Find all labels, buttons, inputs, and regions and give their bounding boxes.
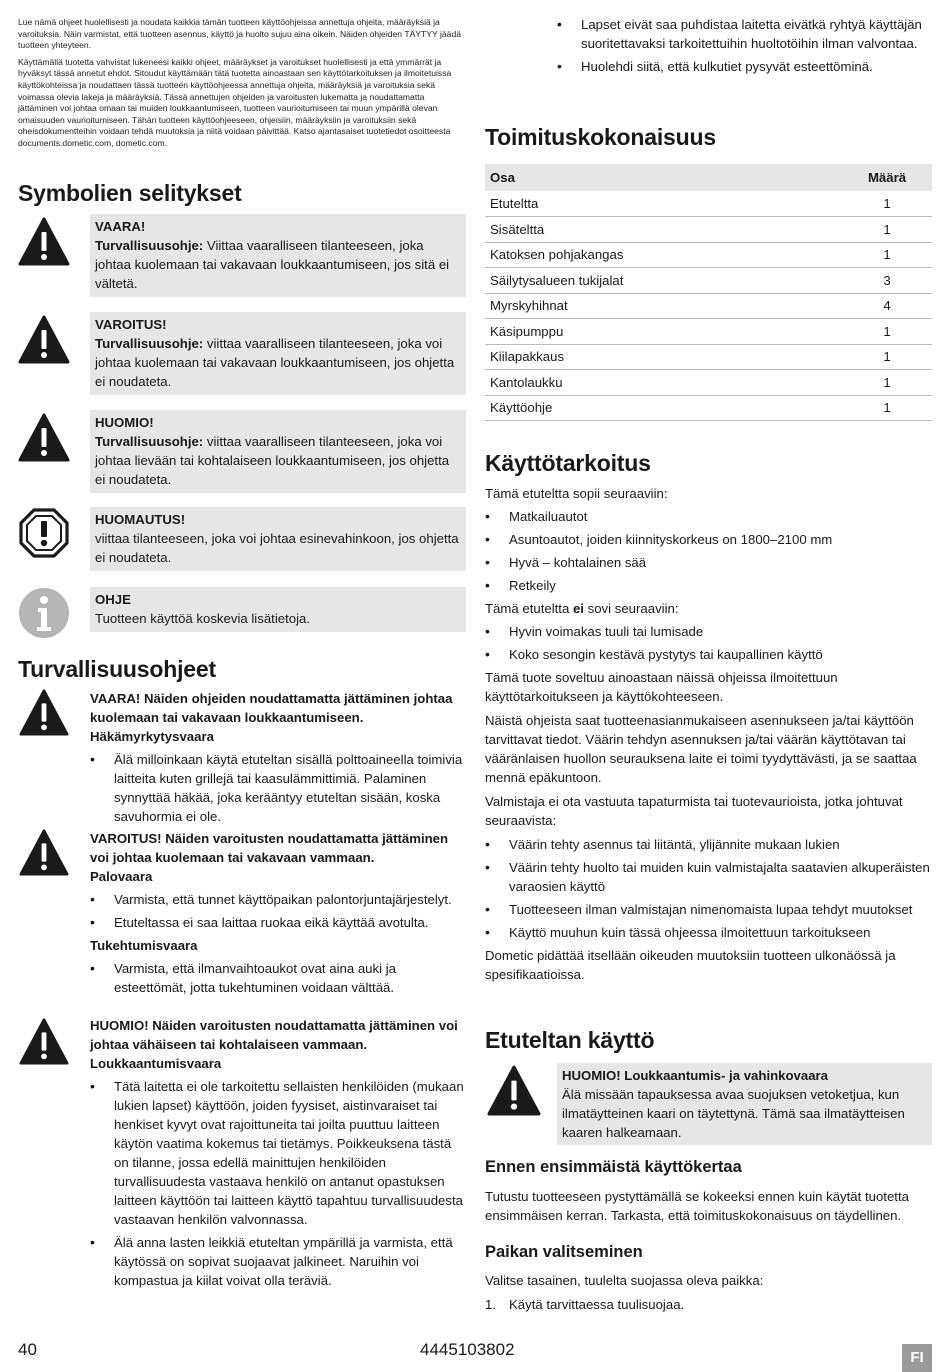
- cell-qty: 1: [842, 191, 932, 217]
- safety-block-warning: [18, 829, 466, 1001]
- danger-triangle-icon: [18, 689, 70, 737]
- language-badge: FI: [902, 1344, 932, 1372]
- purpose-paragraph-4: Dometic pidättää itsellään oikeuden muutoksiin tuotteen ulkonäössä ja spesifikaatioissa.: [485, 948, 896, 982]
- place-heading: Paikan valitseminen: [485, 1243, 643, 1261]
- list-item: • Etuteltassa ei saa laittaa ruokaa eikä käyttää avotulta.: [90, 913, 466, 932]
- table-row: [485, 293, 932, 319]
- list-item: • Koko sesongin kestävä pystytys tai kaupallinen käyttö: [485, 645, 932, 664]
- safety-heading: Turvallisuusohjeet: [18, 656, 216, 682]
- list-item: • Hyvä – kohtalainen sää: [485, 553, 932, 572]
- info-icon: [18, 587, 70, 639]
- symbol-huomautus-box: [90, 507, 466, 571]
- cell-part: Käyttöohje: [485, 395, 842, 421]
- caution-triangle-icon: [18, 1018, 70, 1066]
- cell-part: Etuteltta: [485, 191, 842, 217]
- usage-warning-text: Älä missään tapauksessa avaa suojuksen vetoketjua, kun ilmatäytteinen kaari on täytettynä. Tämä saa ilmatäytteisen kaaren halkeamaan.: [562, 1087, 905, 1140]
- list-item: • Väärin tehty asennus tai liitäntä, ylijännite mukaan lukien: [485, 835, 932, 854]
- purpose-not-suited-intro: [485, 599, 932, 618]
- purpose-paragraph-1: Tämä tuote soveltuu ainoastaan näissä ohjeissa ilmoitettuun käyttötarkoitukseen ja käyttökohteeseen.: [485, 670, 838, 704]
- purpose-heading: Käyttötarkoitus: [485, 450, 651, 476]
- list-item: • Asuntoautot, joiden kiinnityskorkeus on 1800–2100 mm: [485, 530, 932, 549]
- table-row: [485, 344, 932, 370]
- cell-qty: 1: [842, 395, 932, 421]
- delivery-heading: Toimituskokonaisuus: [485, 124, 716, 150]
- symbols-heading: Symbolien selitykset: [18, 180, 242, 206]
- usage-heading: Etuteltan käyttö: [485, 1027, 655, 1053]
- symbol-vaara-lead: Turvallisuusohje:: [95, 238, 204, 253]
- step-number: 1.: [485, 1297, 496, 1312]
- first-use-text: Tutustu tuotteeseen pystyttämällä se kokeeksi ennen kuin käytät tuotetta ensimmäisen kerran. Tarkasta, että toimituskokonaisuus on täydellinen.: [485, 1189, 909, 1223]
- text-segment: sovi seuraaviin:: [583, 601, 679, 616]
- list-item: • Älä milloinkaan käytä etuteltan sisällä polttoaineella toimivia laitteita kuten grillejä tai kaasulämmittimiä. Palaminen synnyttää häkää, joka kerääntyy etuteltan sisään, koska savuhormia ei ole.: [90, 750, 466, 826]
- safety-block-danger: [18, 689, 466, 830]
- caution-triangle-icon: [485, 1065, 543, 1117]
- symbol-huomio-title: HUOMIO!: [95, 415, 154, 430]
- caution-triangle-icon: [18, 412, 70, 464]
- cell-part: Katoksen pohjakangas: [485, 242, 842, 268]
- symbol-varoitus-lead: Turvallisuusohje:: [95, 336, 204, 351]
- safety-danger-sub: Häkämyrkytysvaara: [90, 729, 214, 744]
- cell-qty: 3: [842, 268, 932, 294]
- symbol-ohje-box: [90, 587, 466, 632]
- symbol-varoitus-box: [90, 312, 466, 395]
- symbol-vaara-text: Viittaa vaaralliseen tilanteeseen, joka johtaa kuolemaan tai vakavaan loukkaantumiseen, jos sitä ei vältetä.: [95, 238, 450, 291]
- document-number: 4445103802: [420, 1340, 515, 1359]
- symbol-vaara-box: [90, 214, 466, 297]
- cell-qty: 1: [842, 344, 932, 370]
- table-row: [485, 319, 932, 345]
- cell-qty: 1: [842, 242, 932, 268]
- table-row: [485, 217, 932, 243]
- danger-triangle-icon: [18, 216, 70, 268]
- cell-part: Sisäteltta: [485, 217, 842, 243]
- usage-warning-title: HUOMIO! Loukkaantumis- ja vahinkovaara: [562, 1068, 829, 1083]
- cell-qty: 4: [842, 293, 932, 319]
- first-use-heading: Ennen ensimmäistä käyttökertaa: [485, 1158, 742, 1176]
- usage-warning-box: [557, 1063, 932, 1145]
- usage-warning: [485, 1063, 932, 1145]
- warning-triangle-icon: [18, 314, 70, 366]
- list-item: • Matkailuautot: [485, 507, 932, 526]
- table-row: [485, 191, 932, 217]
- purpose-section: [485, 484, 932, 984]
- safety-warning-header: VAROITUS! Näiden varoitusten noudattamatta jättäminen voi johtaa kuolemaan tai vakavaan vammaan.: [90, 831, 449, 865]
- list-item: • Älä anna lasten leikkiä etuteltan ympärillä ja varmista, että käytössä on sopivat suojaavat jalkineet. Naruihin voi kompastua ja kiilat voivat olla teräviä.: [90, 1233, 466, 1290]
- cell-part: Kantolaukku: [485, 370, 842, 396]
- list-item: • Käyttö muuhun kuin tässä ohjeessa ilmoitettuun tarkoitukseen: [485, 923, 932, 942]
- warning-triangle-icon: [18, 829, 70, 877]
- purpose-paragraph-2: Näistä ohjeista saat tuotteenasianmukaiseen asennukseen ja/tai käyttöön tarvittavat tiedot. Väärin tehdyn asennuksen ja/tai väärän käyttötavan tai vääränlaisen huollon seurauksena laite ei toimi tyydyttävästi, ja se saattaa mennä epäkuntoon.: [485, 713, 917, 785]
- list-item: • Varmista, että ilmanvaihtoaukot ovat aina auki ja esteettömät, jotta tukehtuminen voidaan välttää.: [90, 959, 466, 997]
- place-step-1: [485, 1295, 932, 1314]
- purpose-suited-intro: Tämä etuteltta sopii seuraaviin:: [485, 486, 668, 501]
- symbol-varoitus-title: VAROITUS!: [95, 317, 167, 332]
- list-item: • Tätä laitetta ei ole tarkoitettu sellaisten henkilöiden (mukaan lukien lapset) käyttöön, joiden fyysiset, aistinvaraiset tai henkiset kyvyt ovat rajoittuneita tai joilta puuttuu laitteen käytön vaatima kokemus tai tietämys. Poikkeuksena tästä on tilanne, jossa edellä mainittujen henkilöiden turvallisuudesta vastaava henkilö on antanut opastuksen laitteen käyttöön tai laitteen käyttö tapahtuu turvallisuudesta vastaavan henkilön valvonnassa.: [90, 1077, 466, 1229]
- cell-qty: 1: [842, 370, 932, 396]
- symbol-huomautus-title: HUOMAUTUS!: [95, 512, 186, 527]
- cell-part: Säilytysalueen tukijalat: [485, 268, 842, 294]
- symbol-ohje-title: OHJE: [95, 592, 131, 607]
- table-row: [485, 370, 932, 396]
- list-item: • Lapset eivät saa puhdistaa laitetta eivätkä ryhtyä käyttäjän suoritettavaksi tarkoitettuihin huoltotöihin ilman valvontaa.: [485, 15, 932, 53]
- symbol-huomio-text: viittaa vaaralliseen tilanteeseen, joka voi johtaa lievään tai kohtalaiseen loukkaantumiseen, jos ohjetta ei noudateta.: [95, 434, 450, 487]
- intro-paragraph-1: Lue nämä ohjeet huolellisesti ja noudata kaikkia tämän tuotteen käyttöohjeissa annettuja ohjeita, määräyksiä ja varoituksia. Näin varmistat, että tuotteen asennus, käyttö ja huolto sujuu aina oikein. Näiden ohjeiden TÄYTYY jäädä tuotteen yhteyteen.: [18, 17, 462, 51]
- table-header-row: [485, 164, 932, 191]
- notice-octagon-icon: [18, 507, 70, 559]
- text-segment: Tämä etuteltta: [485, 601, 573, 616]
- cell-qty: 1: [842, 217, 932, 243]
- column-header-part: Osa: [485, 164, 842, 191]
- symbol-huomio-box: [90, 410, 466, 493]
- cell-qty: 1: [842, 319, 932, 345]
- symbol-varoitus-text: viittaa vaaralliseen tilanteeseen, joka voi johtaa kuolemaan tai vakavaan loukkaantumiseen, jos ohjetta ei noudateta.: [95, 336, 455, 389]
- intro-paragraph-2: Käyttämällä tuotetta vahvistat lukeneesi kaikki ohjeet, määräykset ja varoitukset huolellisesti ja että ymmärrät ja hyväksyt tässä annetut ehdot. Sitoudut käyttämään tätä tuotetta ainoastaan sen käyttötarkoituksen ja ilmoitetuissa käyttökohteissa ja noudattaen tässä tuotteen käyttöohjeessa annettuja ohjeita, määräyksiä ja varoituksia sekä voimassa olevia lakeja ja määräyksiä. Tässä annettujen ohjeiden ja varoitusten lukematta ja noudattamatta jättäminen voi johtaa omaan tai muiden loukkaantumiseen, tuotteen vaurioitumiseen tai muun ympärillä olevan omaisuuden vaurioitumiseen. Tähän tuotteen käyttöohjeeseen, ohjeisiin, määräyksiin ja varoituksiin sekä oheisdokumentteihin voidaan tehdä muutoksia ja niitä voidaan päivittää. Katso ajantasaiset tuotetiedot osoitteesta documents.dometic.com, dometic.com.: [18, 56, 452, 148]
- table-row: [485, 242, 932, 268]
- list-item: • Retkeily: [485, 576, 932, 595]
- place-text: Valitse tasainen, tuulelta suojassa oleva paikka:: [485, 1273, 764, 1288]
- symbol-ohje-text: Tuotteen käyttöä koskevia lisätietoja.: [95, 611, 311, 626]
- step-text: Käytä tarvittaessa tuulisuojaa.: [509, 1297, 685, 1312]
- list-item: • Varmista, että tunnet käyttöpaikan palontorjuntajärjestelyt.: [90, 890, 466, 909]
- text-emphasis: ei: [572, 601, 584, 616]
- symbol-vaara-title: VAARA!: [95, 219, 146, 234]
- right-top-list: [485, 15, 932, 80]
- safety-caution-sub: Loukkaantumisvaara: [90, 1056, 222, 1071]
- safety-caution-header: HUOMIO! Näiden varoitusten noudattamatta jättäminen voi johtaa vähäiseen tai kohtalaiseen vammaan.: [90, 1018, 458, 1052]
- cell-part: Myrskyhihnat: [485, 293, 842, 319]
- list-item: • Hyvin voimakas tuuli tai lumisade: [485, 622, 932, 641]
- symbol-huomautus-text: viittaa tilanteeseen, joka voi johtaa esinevahinkoon, jos ohjetta ei noudateta.: [95, 531, 459, 565]
- table-row: [485, 268, 932, 294]
- safety-warning-sub: Palovaara: [90, 869, 153, 884]
- safety-danger-header: VAARA! Näiden ohjeiden noudattamatta jättäminen johtaa kuolemaan tai vakavaan loukkaantumiseen.: [90, 691, 453, 725]
- cell-part: Kiilapakkaus: [485, 344, 842, 370]
- list-item: • Huolehdi siitä, että kulkutiet pysyvät esteettöminä.: [485, 57, 932, 76]
- safety-warning-sub2: Tukehtumisvaara: [90, 938, 198, 953]
- column-header-qty: Määrä: [842, 164, 932, 191]
- safety-block-caution: [18, 1016, 466, 1294]
- list-item: • Tuotteeseen ilman valmistajan nimenomaista lupaa tehdyt muutokset: [485, 900, 932, 919]
- page-number: 40: [18, 1340, 37, 1359]
- intro-text: [18, 17, 466, 155]
- purpose-paragraph-3: Valmistaja ei ota vastuuta tapaturmista tai tuotevaurioista, jotka johtuvat seuraavista:: [485, 794, 903, 828]
- delivery-table: [485, 164, 932, 421]
- cell-part: Käsipumppu: [485, 319, 842, 345]
- table-row: [485, 395, 932, 421]
- list-item: • Väärin tehty huolto tai muiden kuin valmistajalta saatavien alkuperäisten varaosien käyttö: [485, 858, 932, 896]
- symbol-huomio-lead: Turvallisuusohje:: [95, 434, 204, 449]
